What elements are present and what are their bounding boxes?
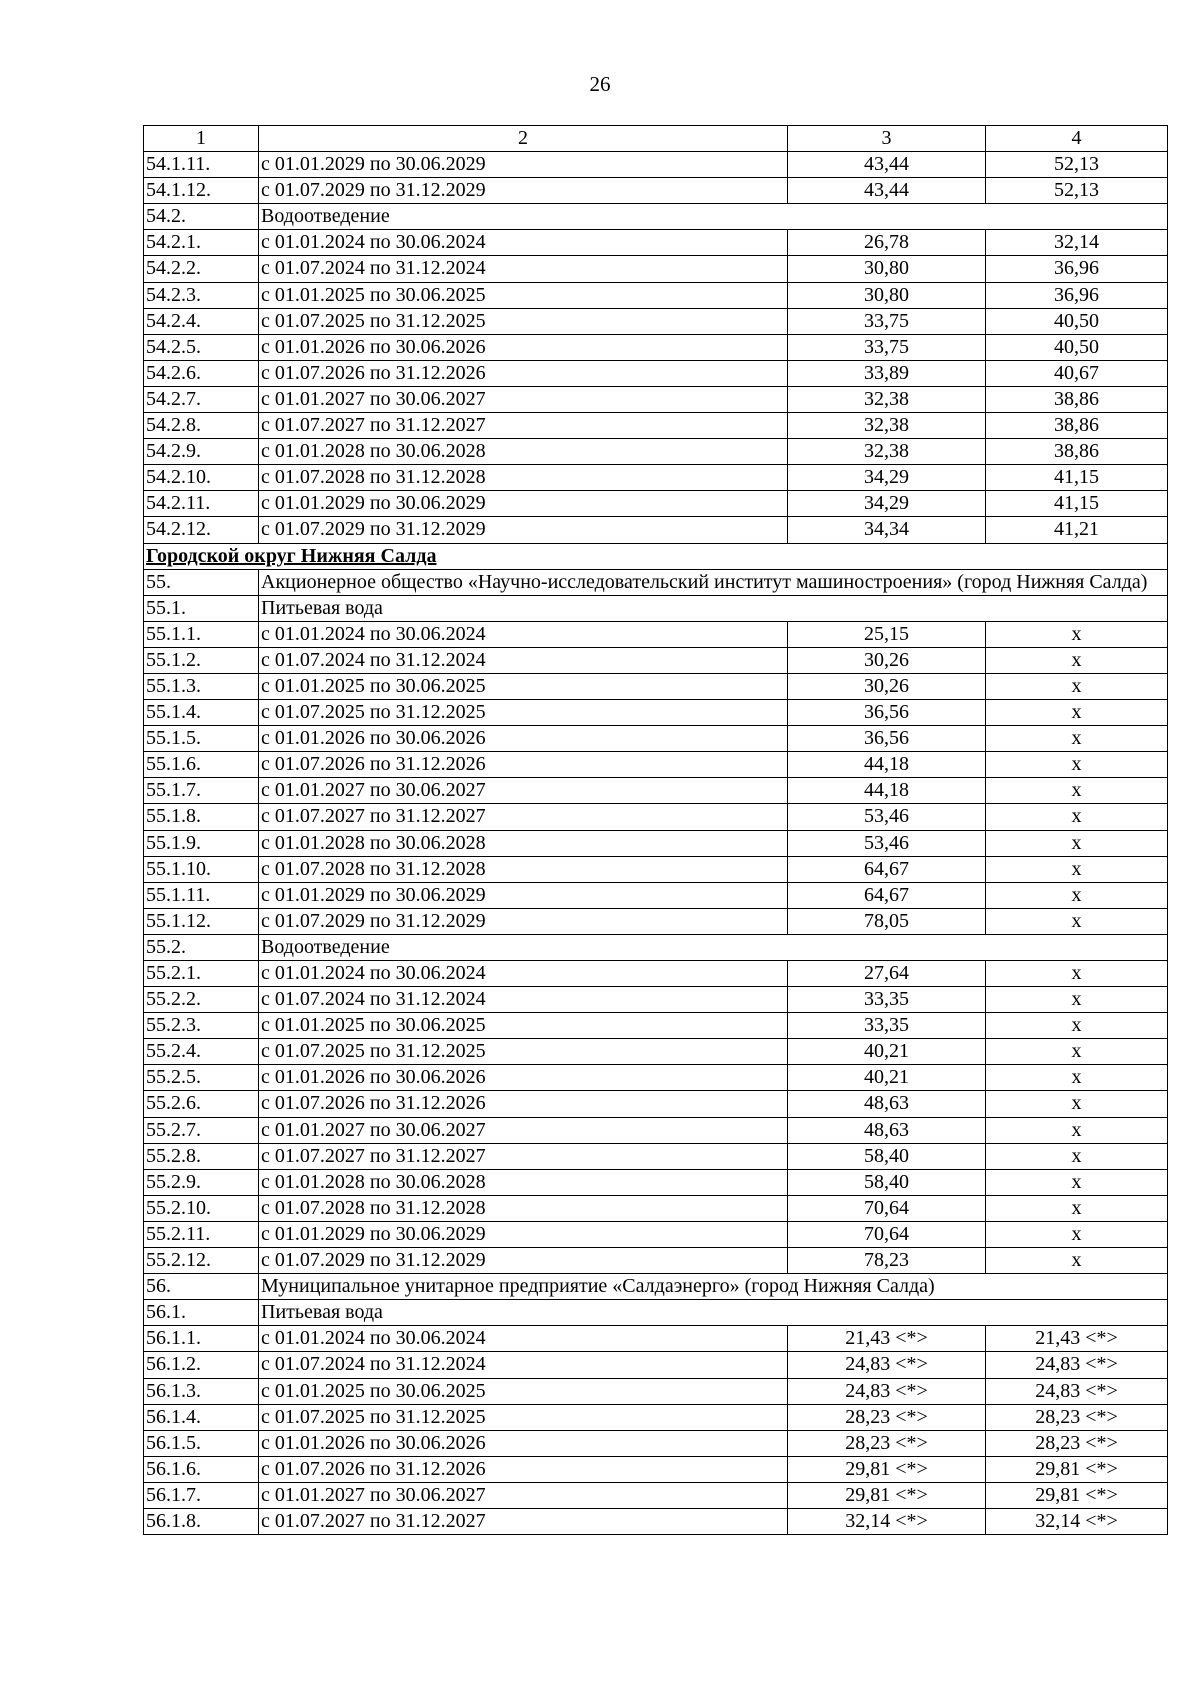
tariff-cell-col3: 34,34 — [788, 517, 986, 543]
table-row — [144, 1352, 1168, 1378]
tariff-cell-col4: х — [986, 1248, 1168, 1274]
table-row — [144, 830, 1168, 856]
group-row — [144, 569, 1168, 595]
tariff-cell-col4: х — [986, 700, 1168, 726]
tariff-cell-col3: 32,38 — [788, 386, 986, 412]
tariff-cell-col3: 40,21 — [788, 1065, 986, 1091]
tariff-cell-col3: 32,14 <*> — [788, 1508, 986, 1534]
row-number: 54.1.11. — [144, 152, 259, 178]
tariff-cell-col3: 30,80 — [788, 282, 986, 308]
row-number: 55.1.1. — [144, 621, 259, 647]
row-number: 54.2.12. — [144, 517, 259, 543]
period-cell: с 01.07.2025 по 31.12.2025 — [259, 1404, 788, 1430]
group-title: Питьевая вода — [259, 595, 1168, 621]
tariff-cell-col3: 25,15 — [788, 621, 986, 647]
tariff-cell-col3: 64,67 — [788, 856, 986, 882]
table-row — [144, 726, 1168, 752]
row-number: 55.2.1. — [144, 961, 259, 987]
row-number: 55.2.11. — [144, 1221, 259, 1247]
tariff-cell-col3: 34,29 — [788, 491, 986, 517]
tariff-cell-col3: 48,63 — [788, 1091, 986, 1117]
tariff-cell-col4: х — [986, 621, 1168, 647]
tariff-cell-col4: х — [986, 1065, 1168, 1091]
tariff-cell-col4: 38,86 — [986, 413, 1168, 439]
tariff-cell-col3: 21,43 <*> — [788, 1326, 986, 1352]
row-number: 54.2. — [144, 204, 259, 230]
tariff-cell-col3: 30,26 — [788, 647, 986, 673]
tariff-table — [143, 125, 1168, 1535]
table-row — [144, 647, 1168, 673]
tariff-cell-col3: 78,05 — [788, 908, 986, 934]
table-row — [144, 439, 1168, 465]
tariff-cell-col4: 29,81 <*> — [986, 1482, 1168, 1508]
tariff-cell-col4: 38,86 — [986, 439, 1168, 465]
tariff-cell-col3: 28,23 <*> — [788, 1404, 986, 1430]
group-title: Муниципальное унитарное предприятие «Салдаэнерго» (город Нижняя Салда) — [259, 1274, 1168, 1300]
section-row — [144, 543, 1168, 569]
row-number: 56.1.6. — [144, 1456, 259, 1482]
period-cell: с 01.01.2029 по 30.06.2029 — [259, 1221, 788, 1247]
period-cell: с 01.07.2025 по 31.12.2025 — [259, 700, 788, 726]
tariff-cell-col3: 58,40 — [788, 1169, 986, 1195]
row-number: 55.2.3. — [144, 1013, 259, 1039]
tariff-cell-col3: 33,35 — [788, 987, 986, 1013]
tariff-cell-col3: 53,46 — [788, 830, 986, 856]
period-cell: с 01.01.2024 по 30.06.2024 — [259, 961, 788, 987]
table-row — [144, 1508, 1168, 1534]
period-cell: с 01.01.2025 по 30.06.2025 — [259, 282, 788, 308]
tariff-cell-col4: 24,83 <*> — [986, 1352, 1168, 1378]
tariff-cell-col4: х — [986, 726, 1168, 752]
row-number: 54.2.1. — [144, 230, 259, 256]
period-cell: с 01.01.2026 по 30.06.2026 — [259, 1430, 788, 1456]
period-cell: с 01.07.2029 по 31.12.2029 — [259, 908, 788, 934]
period-cell: с 01.07.2026 по 31.12.2026 — [259, 360, 788, 386]
table-row — [144, 1143, 1168, 1169]
period-cell: с 01.07.2026 по 31.12.2026 — [259, 1456, 788, 1482]
tariff-cell-col4: 28,23 <*> — [986, 1404, 1168, 1430]
table-header-row — [144, 126, 1168, 152]
group-title: Водоотведение — [259, 934, 1168, 960]
tariff-cell-col4: х — [986, 1013, 1168, 1039]
period-cell: с 01.01.2026 по 30.06.2026 — [259, 726, 788, 752]
column-header-2: 2 — [259, 126, 788, 152]
period-cell: с 01.01.2028 по 30.06.2028 — [259, 830, 788, 856]
row-number: 54.2.7. — [144, 386, 259, 412]
table-row — [144, 1378, 1168, 1404]
period-cell: с 01.07.2026 по 31.12.2026 — [259, 1091, 788, 1117]
table-row — [144, 1404, 1168, 1430]
column-header-3: 3 — [788, 126, 986, 152]
row-number: 56. — [144, 1274, 259, 1300]
tariff-cell-col4: 28,23 <*> — [986, 1430, 1168, 1456]
table-row — [144, 517, 1168, 543]
period-cell: с 01.07.2026 по 31.12.2026 — [259, 752, 788, 778]
period-cell: с 01.01.2024 по 30.06.2024 — [259, 621, 788, 647]
period-cell: с 01.01.2027 по 30.06.2027 — [259, 778, 788, 804]
table-row — [144, 1091, 1168, 1117]
table-row — [144, 1117, 1168, 1143]
tariff-cell-col4: х — [986, 1169, 1168, 1195]
period-cell: с 01.01.2026 по 30.06.2026 — [259, 1065, 788, 1091]
group-row — [144, 1274, 1168, 1300]
tariff-cell-col4: 38,86 — [986, 386, 1168, 412]
row-number: 55.1.11. — [144, 882, 259, 908]
row-number: 56.1.2. — [144, 1352, 259, 1378]
tariff-cell-col3: 34,29 — [788, 465, 986, 491]
table-row — [144, 1482, 1168, 1508]
table-row — [144, 1039, 1168, 1065]
tariff-cell-col3: 53,46 — [788, 804, 986, 830]
table-row — [144, 334, 1168, 360]
tariff-cell-col4: х — [986, 778, 1168, 804]
group-title: Питьевая вода — [259, 1300, 1168, 1326]
row-number: 55.1.8. — [144, 804, 259, 830]
table-row — [144, 752, 1168, 778]
row-number: 54.2.5. — [144, 334, 259, 360]
tariff-cell-col3: 33,75 — [788, 308, 986, 334]
row-number: 54.2.9. — [144, 439, 259, 465]
tariff-cell-col4: 40,50 — [986, 334, 1168, 360]
tariff-cell-col3: 32,38 — [788, 413, 986, 439]
tariff-cell-col3: 36,56 — [788, 726, 986, 752]
table-row — [144, 1169, 1168, 1195]
tariff-cell-col4: 41,21 — [986, 517, 1168, 543]
table-row — [144, 178, 1168, 204]
tariff-cell-col3: 33,35 — [788, 1013, 986, 1039]
tariff-cell-col3: 70,64 — [788, 1221, 986, 1247]
tariff-cell-col3: 29,81 <*> — [788, 1482, 986, 1508]
row-number: 56.1.1. — [144, 1326, 259, 1352]
table-row — [144, 908, 1168, 934]
row-number: 54.2.3. — [144, 282, 259, 308]
period-cell: с 01.01.2026 по 30.06.2026 — [259, 334, 788, 360]
row-number: 55.2.4. — [144, 1039, 259, 1065]
tariff-cell-col4: х — [986, 856, 1168, 882]
period-cell: с 01.07.2024 по 31.12.2024 — [259, 647, 788, 673]
period-cell: с 01.07.2029 по 31.12.2029 — [259, 178, 788, 204]
tariff-cell-col3: 36,56 — [788, 700, 986, 726]
table-row — [144, 256, 1168, 282]
period-cell: с 01.07.2024 по 31.12.2024 — [259, 1352, 788, 1378]
tariff-cell-col4: 52,13 — [986, 152, 1168, 178]
period-cell: с 01.01.2029 по 30.06.2029 — [259, 152, 788, 178]
period-cell: с 01.01.2027 по 30.06.2027 — [259, 386, 788, 412]
tariff-cell-col3: 48,63 — [788, 1117, 986, 1143]
table-row — [144, 700, 1168, 726]
tariff-cell-col4: х — [986, 804, 1168, 830]
tariff-cell-col3: 30,80 — [788, 256, 986, 282]
tariff-cell-col4: х — [986, 882, 1168, 908]
tariff-cell-col4: х — [986, 830, 1168, 856]
row-number: 55.2. — [144, 934, 259, 960]
period-cell: с 01.01.2025 по 30.06.2025 — [259, 673, 788, 699]
table-row — [144, 1221, 1168, 1247]
tariff-cell-col4: 40,67 — [986, 360, 1168, 386]
table-row — [144, 987, 1168, 1013]
tariff-cell-col3: 33,75 — [788, 334, 986, 360]
row-number: 55.2.7. — [144, 1117, 259, 1143]
period-cell: с 01.01.2024 по 30.06.2024 — [259, 1326, 788, 1352]
table-row — [144, 1195, 1168, 1221]
tariff-cell-col3: 24,83 <*> — [788, 1378, 986, 1404]
tariff-cell-col4: х — [986, 647, 1168, 673]
period-cell: с 01.01.2027 по 30.06.2027 — [259, 1482, 788, 1508]
row-number: 55.2.6. — [144, 1091, 259, 1117]
row-number: 56.1.3. — [144, 1378, 259, 1404]
tariff-cell-col3: 40,21 — [788, 1039, 986, 1065]
tariff-cell-col3: 29,81 <*> — [788, 1456, 986, 1482]
period-cell: с 01.07.2027 по 31.12.2027 — [259, 804, 788, 830]
tariff-cell-col4: х — [986, 908, 1168, 934]
table-row — [144, 673, 1168, 699]
period-cell: с 01.07.2025 по 31.12.2025 — [259, 1039, 788, 1065]
table-row — [144, 230, 1168, 256]
row-number: 56.1.7. — [144, 1482, 259, 1508]
tariff-cell-col4: х — [986, 961, 1168, 987]
period-cell: с 01.07.2029 по 31.12.2029 — [259, 517, 788, 543]
row-number: 56.1.4. — [144, 1404, 259, 1430]
group-row — [144, 204, 1168, 230]
period-cell: с 01.07.2027 по 31.12.2027 — [259, 1143, 788, 1169]
tariff-cell-col4: х — [986, 1117, 1168, 1143]
tariff-cell-col4: 52,13 — [986, 178, 1168, 204]
tariff-cell-col4: 41,15 — [986, 491, 1168, 517]
tariff-cell-col3: 24,83 <*> — [788, 1352, 986, 1378]
tariff-cell-col3: 78,23 — [788, 1248, 986, 1274]
tariff-cell-col4: х — [986, 673, 1168, 699]
period-cell: с 01.01.2027 по 30.06.2027 — [259, 1117, 788, 1143]
tariff-cell-col4: 41,15 — [986, 465, 1168, 491]
column-header-4: 4 — [986, 126, 1168, 152]
tariff-cell-col3: 70,64 — [788, 1195, 986, 1221]
row-number: 54.1.12. — [144, 178, 259, 204]
row-number: 55.1.2. — [144, 647, 259, 673]
group-title: Акционерное общество «Научно-исследовательский институт машиностроения» (город Нижняя Салда) — [259, 569, 1168, 595]
period-cell: с 01.07.2027 по 31.12.2027 — [259, 1508, 788, 1534]
tariff-cell-col3: 28,23 <*> — [788, 1430, 986, 1456]
table-row — [144, 491, 1168, 517]
period-cell: с 01.07.2028 по 31.12.2028 — [259, 1195, 788, 1221]
table-row — [144, 1065, 1168, 1091]
period-cell: с 01.07.2024 по 31.12.2024 — [259, 987, 788, 1013]
period-cell: с 01.01.2028 по 30.06.2028 — [259, 439, 788, 465]
table-row — [144, 1456, 1168, 1482]
tariff-cell-col4: х — [986, 987, 1168, 1013]
period-cell: с 01.01.2025 по 30.06.2025 — [259, 1378, 788, 1404]
row-number: 55.2.8. — [144, 1143, 259, 1169]
period-cell: с 01.01.2024 по 30.06.2024 — [259, 230, 788, 256]
section-title: Городской округ Нижняя Салда — [144, 543, 1168, 569]
tariff-cell-col3: 30,26 — [788, 673, 986, 699]
row-number: 54.2.10. — [144, 465, 259, 491]
row-number: 54.2.2. — [144, 256, 259, 282]
table-row — [144, 1326, 1168, 1352]
tariff-cell-col4: 29,81 <*> — [986, 1456, 1168, 1482]
row-number: 55.1.6. — [144, 752, 259, 778]
row-number: 55.1.5. — [144, 726, 259, 752]
row-number: 55.2.5. — [144, 1065, 259, 1091]
period-cell: с 01.01.2028 по 30.06.2028 — [259, 1169, 788, 1195]
column-header-1: 1 — [144, 126, 259, 152]
table-row — [144, 308, 1168, 334]
table-row — [144, 621, 1168, 647]
row-number: 55.2.12. — [144, 1248, 259, 1274]
tariff-cell-col4: 40,50 — [986, 308, 1168, 334]
table-row — [144, 465, 1168, 491]
tariff-cell-col3: 43,44 — [788, 178, 986, 204]
period-cell: с 01.07.2028 по 31.12.2028 — [259, 465, 788, 491]
tariff-cell-col4: 21,43 <*> — [986, 1326, 1168, 1352]
row-number: 55.1.9. — [144, 830, 259, 856]
row-number: 56.1. — [144, 1300, 259, 1326]
table-row — [144, 1013, 1168, 1039]
tariff-cell-col4: х — [986, 1143, 1168, 1169]
tariff-cell-col4: х — [986, 1195, 1168, 1221]
table-row — [144, 856, 1168, 882]
group-title: Водоотведение — [259, 204, 1168, 230]
table-row — [144, 152, 1168, 178]
tariff-cell-col4: 32,14 <*> — [986, 1508, 1168, 1534]
group-row — [144, 934, 1168, 960]
row-number: 55.1.3. — [144, 673, 259, 699]
tariff-cell-col4: 32,14 — [986, 230, 1168, 256]
row-number: 54.2.8. — [144, 413, 259, 439]
table-row — [144, 282, 1168, 308]
tariff-cell-col3: 32,38 — [788, 439, 986, 465]
row-number: 54.2.11. — [144, 491, 259, 517]
tariff-cell-col4: 36,96 — [986, 282, 1168, 308]
period-cell: с 01.07.2025 по 31.12.2025 — [259, 308, 788, 334]
row-number: 56.1.5. — [144, 1430, 259, 1456]
tariff-cell-col3: 44,18 — [788, 778, 986, 804]
table-row — [144, 961, 1168, 987]
tariff-cell-col3: 64,67 — [788, 882, 986, 908]
page-number: 26 — [589, 72, 611, 96]
group-row — [144, 1300, 1168, 1326]
row-number: 55.2.9. — [144, 1169, 259, 1195]
row-number: 55.2.2. — [144, 987, 259, 1013]
row-number: 55.1.4. — [144, 700, 259, 726]
tariff-cell-col4: х — [986, 752, 1168, 778]
period-cell: с 01.07.2024 по 31.12.2024 — [259, 256, 788, 282]
table-row — [144, 1430, 1168, 1456]
tariff-cell-col3: 58,40 — [788, 1143, 986, 1169]
row-number: 54.2.4. — [144, 308, 259, 334]
row-number: 56.1.8. — [144, 1508, 259, 1534]
tariff-cell-col3: 33,89 — [788, 360, 986, 386]
table-row — [144, 413, 1168, 439]
row-number: 54.2.6. — [144, 360, 259, 386]
tariff-cell-col3: 44,18 — [788, 752, 986, 778]
table-row — [144, 882, 1168, 908]
row-number: 55.1.12. — [144, 908, 259, 934]
period-cell: с 01.01.2025 по 30.06.2025 — [259, 1013, 788, 1039]
period-cell: с 01.01.2029 по 30.06.2029 — [259, 491, 788, 517]
period-cell: с 01.01.2029 по 30.06.2029 — [259, 882, 788, 908]
tariff-cell-col4: 24,83 <*> — [986, 1378, 1168, 1404]
table-row — [144, 360, 1168, 386]
row-number: 55.1.7. — [144, 778, 259, 804]
tariff-cell-col4: х — [986, 1091, 1168, 1117]
row-number: 55. — [144, 569, 259, 595]
row-number: 55.1.10. — [144, 856, 259, 882]
period-cell: с 01.07.2029 по 31.12.2029 — [259, 1248, 788, 1274]
tariff-cell-col4: х — [986, 1221, 1168, 1247]
table-row — [144, 386, 1168, 412]
tariff-cell-col3: 26,78 — [788, 230, 986, 256]
row-number: 55.1. — [144, 595, 259, 621]
tariff-cell-col4: х — [986, 1039, 1168, 1065]
row-number: 55.2.10. — [144, 1195, 259, 1221]
tariff-cell-col4: 36,96 — [986, 256, 1168, 282]
period-cell: с 01.07.2028 по 31.12.2028 — [259, 856, 788, 882]
table-row — [144, 804, 1168, 830]
tariff-cell-col3: 43,44 — [788, 152, 986, 178]
tariff-cell-col3: 27,64 — [788, 961, 986, 987]
group-row — [144, 595, 1168, 621]
table-row — [144, 1248, 1168, 1274]
table-row — [144, 778, 1168, 804]
period-cell: с 01.07.2027 по 31.12.2027 — [259, 413, 788, 439]
table-body — [144, 152, 1168, 1535]
